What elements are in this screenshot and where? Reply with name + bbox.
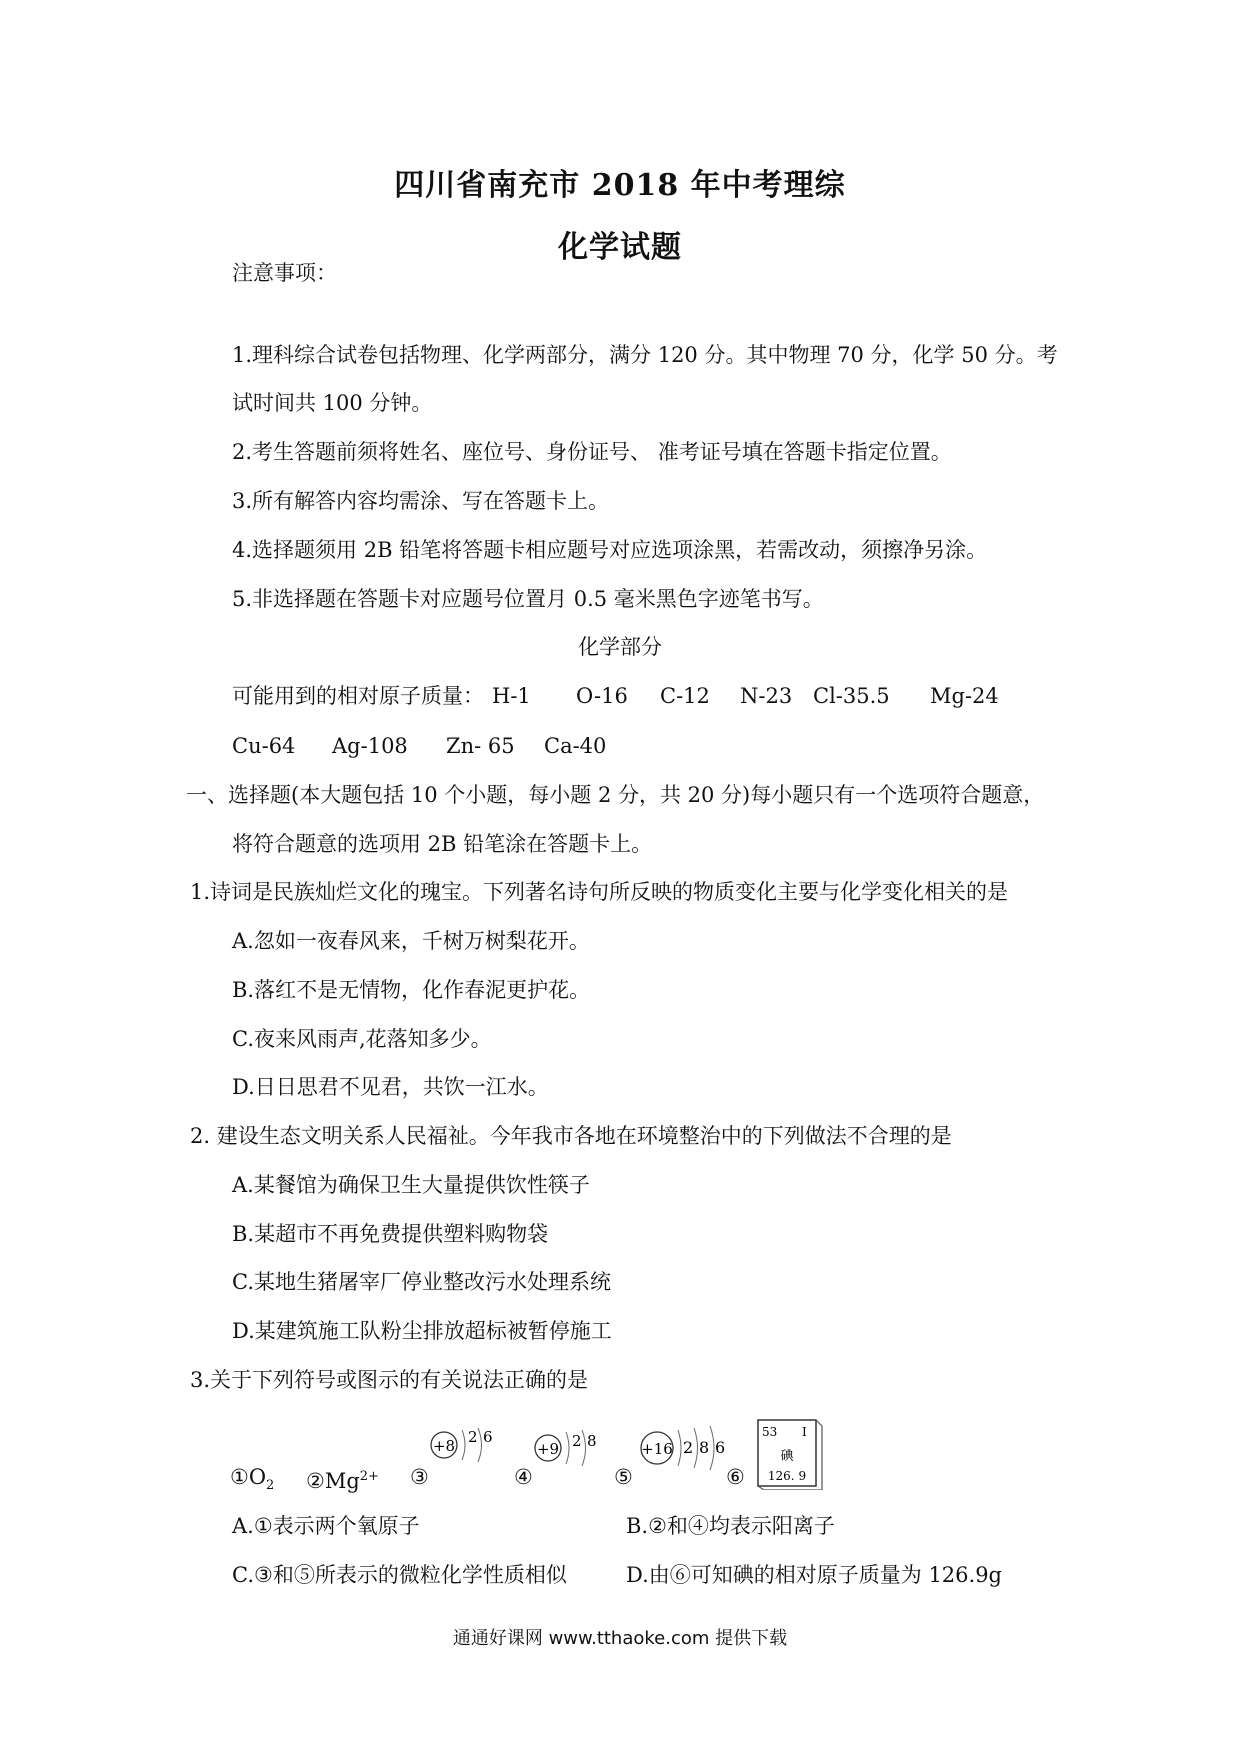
- symbol-2-formula: Mg: [324, 1469, 360, 1493]
- nucleus-charge: +16: [641, 1440, 673, 1458]
- section-title: 化学部分: [578, 635, 662, 659]
- shell-electrons: 8: [699, 1438, 710, 1457]
- atom-structure-sulfur: [638, 1420, 738, 1470]
- question-3-stem: 3.关于下列符号或图示的有关说法正确的是: [190, 1368, 589, 1392]
- symbol-1-formula: O: [248, 1465, 267, 1489]
- question-1-option-a: A.忽如一夜春风来，千树万树梨花开。: [232, 929, 590, 953]
- mass-ca: Ca-40: [544, 734, 607, 758]
- notice-item-1-cont: 试时间共 100 分钟。: [232, 391, 433, 415]
- shell-arc: [582, 1430, 586, 1466]
- question-1-option-c: C.夜来风雨声,花落知多少。: [232, 1027, 492, 1051]
- tile-name: 碘: [780, 1449, 794, 1464]
- notice-item-2: 2.考生答题前须将姓名、座位号、身份证号、 准考证号填在答题卡指定位置。: [232, 440, 952, 464]
- symbol-3-number: ③: [410, 1465, 429, 1489]
- shell-arc: [678, 1430, 681, 1466]
- shell-electrons: 2: [468, 1428, 478, 1446]
- mass-label: 可能用到的相对原子质量：: [232, 684, 484, 708]
- symbol-1-number: ①: [230, 1465, 249, 1489]
- question-1-option-d: D.日日思君不见君，共饮一江水。: [232, 1075, 549, 1099]
- symbol-4-number: ④: [514, 1465, 533, 1489]
- symbol-2: [306, 1462, 379, 1496]
- shell-arc: [694, 1428, 698, 1468]
- shell-electrons: 2: [683, 1438, 694, 1457]
- notice-item-5: 5.非选择题在答题卡对应题号位置月 0.5 毫米黑色字迹笔书写。: [232, 587, 824, 611]
- notice-item-4: 4.选择题须用 2B 铅笔将答题卡相应题号对应选项涂黑，若需改动，须擦净另涂。: [232, 538, 988, 562]
- symbol-1: [230, 1462, 274, 1501]
- mass-mg: Mg-24: [930, 684, 999, 708]
- symbol-2-charge: 2+: [359, 1469, 379, 1484]
- notice-item-1: 1.理科综合试卷包括物理、化学两部分，满分 120 分。其中物理 70 分，化学 50 分。考: [232, 343, 1058, 367]
- symbol-6-number: ⑥: [726, 1465, 745, 1489]
- question-2-option-d: D.某建筑施工队粉尘排放超标被暂停施工: [232, 1319, 612, 1343]
- symbol-1-subscript: 2: [266, 1478, 275, 1494]
- atom-structure-fluorine: [532, 1420, 608, 1470]
- mass-zn: Zn- 65: [446, 734, 515, 758]
- page-title: 四川省南充市 2018 年中考理综: [394, 168, 846, 203]
- question-3-option-c: C.③和⑤所表示的微粒化学性质相似: [232, 1563, 567, 1587]
- shell-arc: [478, 1428, 482, 1462]
- notice-heading: 注意事项：: [232, 261, 337, 285]
- element-tile-iodine: [756, 1416, 824, 1490]
- mass-cu: Cu-64: [232, 734, 296, 758]
- question-1-stem: 1.诗词是民族灿烂文化的瑰宝。下列著名诗句所反映的物质变化主要与化学变化相关的是: [190, 880, 1009, 904]
- shell-arc: [462, 1430, 465, 1460]
- question-2-stem: 2. 建设生态文明关系人民福祉。今年我市各地在环境整治中的下列做法不合理的是: [190, 1124, 952, 1148]
- shell-electrons: 6: [483, 1428, 493, 1446]
- shell-electrons: 8: [587, 1432, 597, 1450]
- symbol-5-number: ⑤: [614, 1465, 633, 1489]
- mass-o: O-16: [576, 684, 628, 708]
- tile-mass: 126. 9: [767, 1469, 807, 1483]
- shell-arc: [710, 1426, 714, 1470]
- nucleus-charge: +8: [432, 1437, 456, 1455]
- question-2-option-a: A.某餐馆为确保卫生大量提供饮性筷子: [232, 1173, 590, 1197]
- part1-instructions-cont: 将符合题意的选项用 2B 铅笔涂在答题卡上。: [232, 832, 653, 856]
- footer-watermark: 通通好课网 www.tthaoke.com 提供下载: [452, 1628, 788, 1649]
- question-3-option-d: D.由⑥可知碘的相对原子质量为 126.9g: [626, 1563, 1002, 1587]
- part1-instructions: 一、选择题(本大题包括 10 个小题，每小题 2 分，共 20 分)每小题只有一个选项符合题意，: [186, 783, 1045, 807]
- question-3-option-a: A.①表示两个氧原子: [232, 1514, 420, 1538]
- tile-atomic-number: 53: [762, 1425, 778, 1439]
- question-1-option-b: B.落红不是无情物，化作春泥更护花。: [232, 978, 591, 1002]
- shell-electrons: 2: [572, 1432, 582, 1450]
- symbol-2-number: ②: [306, 1469, 325, 1493]
- mass-n: N-23: [740, 684, 793, 708]
- nucleus-charge: +9: [536, 1440, 560, 1458]
- page-subtitle: 化学试题: [558, 230, 682, 265]
- question-2-option-b: B.某超市不再免费提供塑料购物袋: [232, 1222, 549, 1246]
- tile-symbol: I: [802, 1425, 807, 1439]
- shell-arc: [566, 1432, 569, 1464]
- question-2-option-c: C.某地生猪屠宰厂停业整改污水处理系统: [232, 1270, 611, 1294]
- mass-cl: Cl-35.5: [813, 684, 890, 708]
- shell-electrons: 6: [715, 1438, 726, 1457]
- mass-h: H-1: [492, 684, 531, 708]
- atom-structure-oxygen: [428, 1420, 504, 1470]
- mass-c: C-12: [660, 684, 710, 708]
- question-3-option-b: B.②和④均表示阳离子: [626, 1514, 835, 1538]
- mass-ag: Ag-108: [332, 734, 408, 758]
- notice-item-3: 3.所有解答内容均需涂、写在答题卡上。: [232, 489, 610, 513]
